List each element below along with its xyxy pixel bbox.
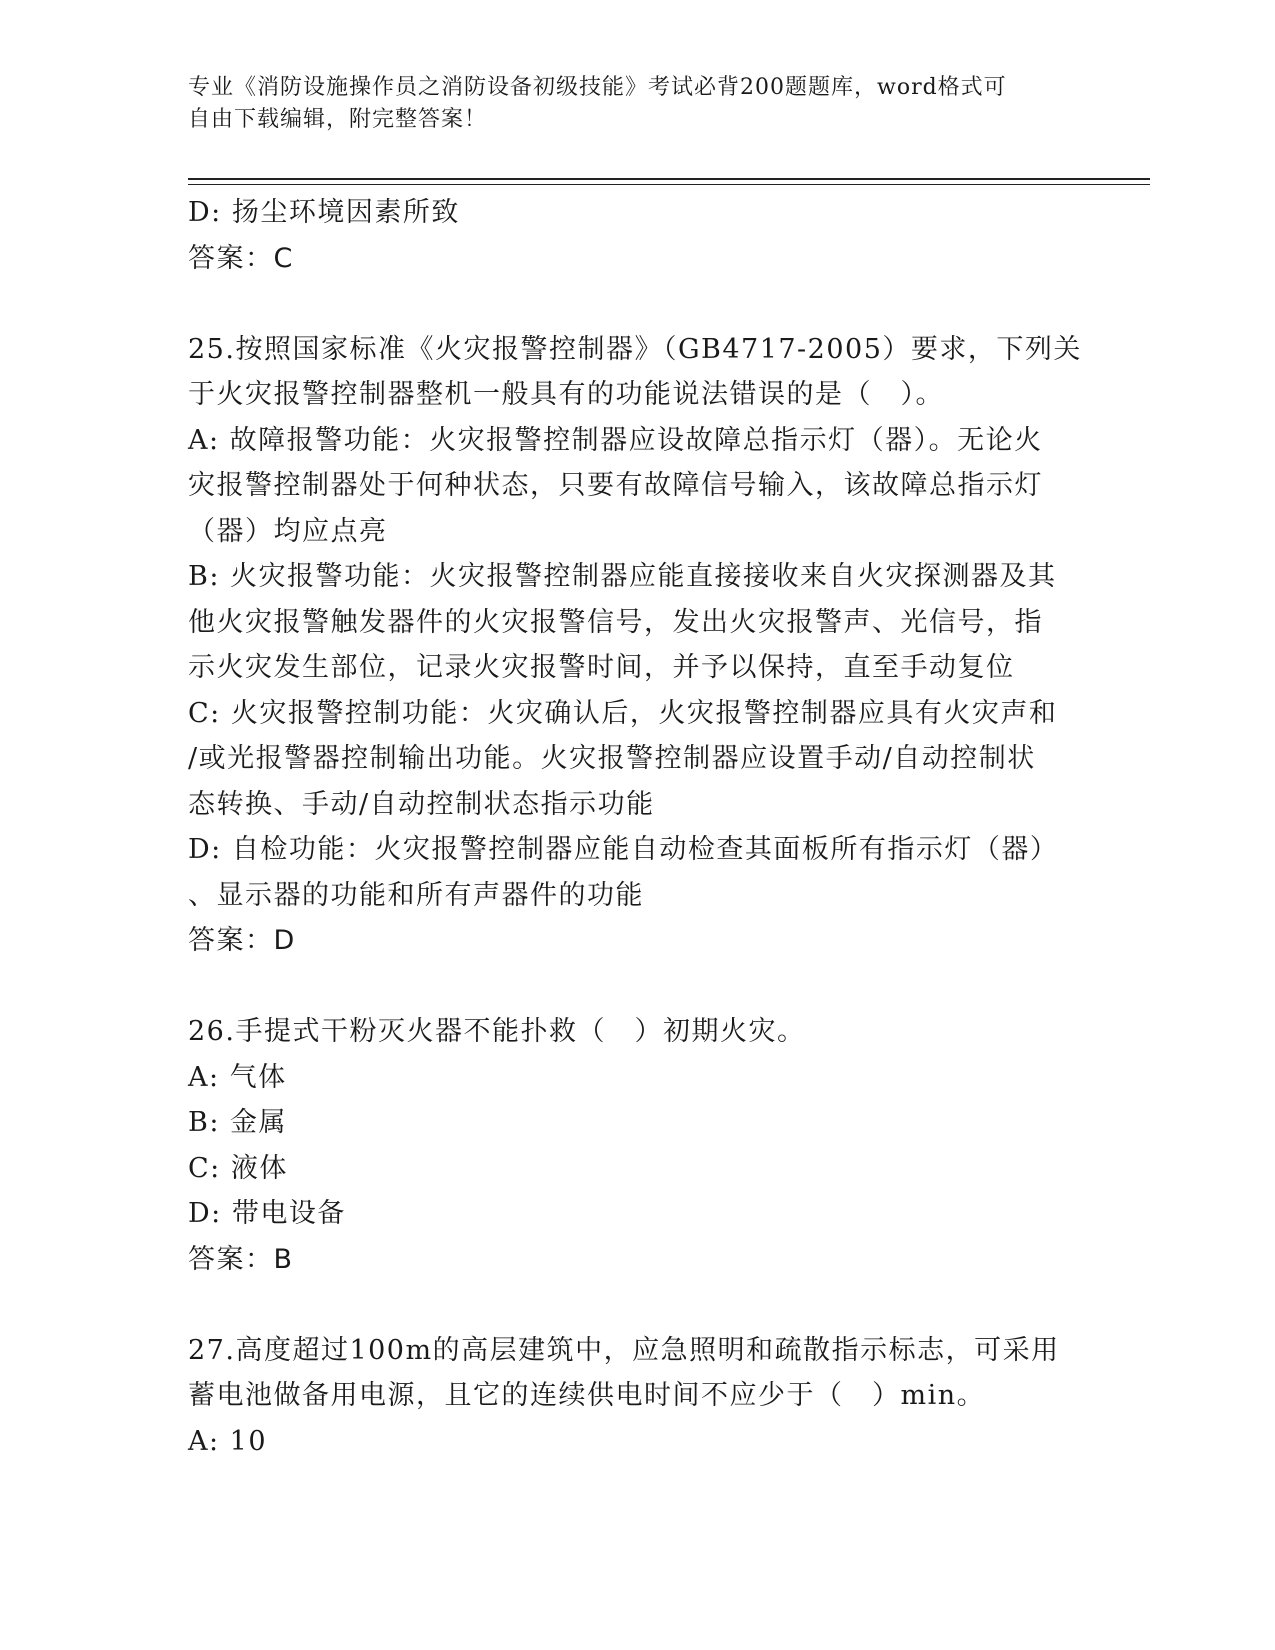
q26-option-d: D: 带电设备 (188, 1198, 346, 1229)
q27-stem-line-1: 27.高度超过100m的高层建筑中，应急照明和疏散指示标志，可采用 (188, 1334, 1060, 1366)
q25-stem-line-2: 于火灾报警控制器整机一般具有的功能说法错误的是（ ）。 (188, 379, 944, 410)
q24-option-d: D: 扬尘环境因素所致 (188, 197, 460, 228)
q25-option-c-line-3: 态转换、手动/自动控制状态指示功能 (188, 788, 655, 820)
question-25 (188, 327, 1088, 964)
q25-option-b-line-2: 他火灾报警触发器件的火灾报警信号，发出火灾报警声、光信号，指 (188, 606, 1043, 638)
q26-stem: 26.手提式干粉灭火器不能扑救（ ）初期火灾。 (188, 1016, 806, 1047)
q25-stem-line-1: 25.按照国家标准《火灾报警控制器》（GB4717-2005）要求，下列关 (188, 333, 1082, 365)
header-divider-thick (188, 178, 1150, 180)
document-body (188, 190, 1088, 1464)
page-header (188, 72, 1088, 136)
header-divider-thin (188, 184, 1150, 185)
q25-answer: 答案：D (188, 925, 296, 956)
q25-option-a-line-1: A: 故障报警功能：火灾报警控制器应设故障总指示灯（器）。无论火 (188, 424, 1043, 456)
question-26 (188, 1009, 1088, 1282)
q26-option-b: B: 金属 (188, 1107, 288, 1138)
q25-option-c-line-1: C: 火灾报警控制功能：火灾确认后，火灾报警控制器应具有火灾声和 (188, 697, 1058, 729)
q26-option-a: A: 气体 (188, 1061, 287, 1093)
q25-option-b-line-1: B: 火灾报警功能：火灾报警控制器应能直接接收来自火灾探测器及其 (188, 561, 1057, 592)
header-line-1: 专业《消防设施操作员之消防设备初级技能》考试必背200题题库，word格式可 (188, 75, 1007, 100)
q25-option-c-line-2: /或光报警器控制输出功能。火灾报警控制器应设置手动/自动控制状 (188, 743, 1036, 774)
q26-answer: 答案：B (188, 1243, 294, 1275)
q25-option-d-line-1: D: 自检功能：火灾报警控制器应能自动检查其面板所有指示灯（器） (188, 834, 1059, 865)
q25-option-b-line-3: 示火灾发生部位，记录火灾报警时间，并予以保持，直至手动复位 (188, 652, 1015, 683)
q25-option-a-line-2: 灾报警控制器处于何种状态，只要有故障信号输入，该故障总指示灯 (188, 470, 1043, 501)
question-27 (188, 1328, 1088, 1465)
q24-answer: 答案：C (188, 242, 294, 274)
header-line-2: 自由下载编辑，附完整答案！ (188, 107, 488, 132)
q25-option-a-line-3: （器）均应点亮 (188, 515, 388, 547)
q27-stem-line-2: 蓄电池做备用电源，且它的连续供电时间不应少于（ ）min。 (188, 1380, 986, 1411)
q25-option-d-line-2: 、显示器的功能和所有声器件的功能 (188, 879, 644, 911)
q26-option-c: C: 液体 (188, 1152, 288, 1184)
q27-option-a: A: 10 (188, 1425, 268, 1457)
